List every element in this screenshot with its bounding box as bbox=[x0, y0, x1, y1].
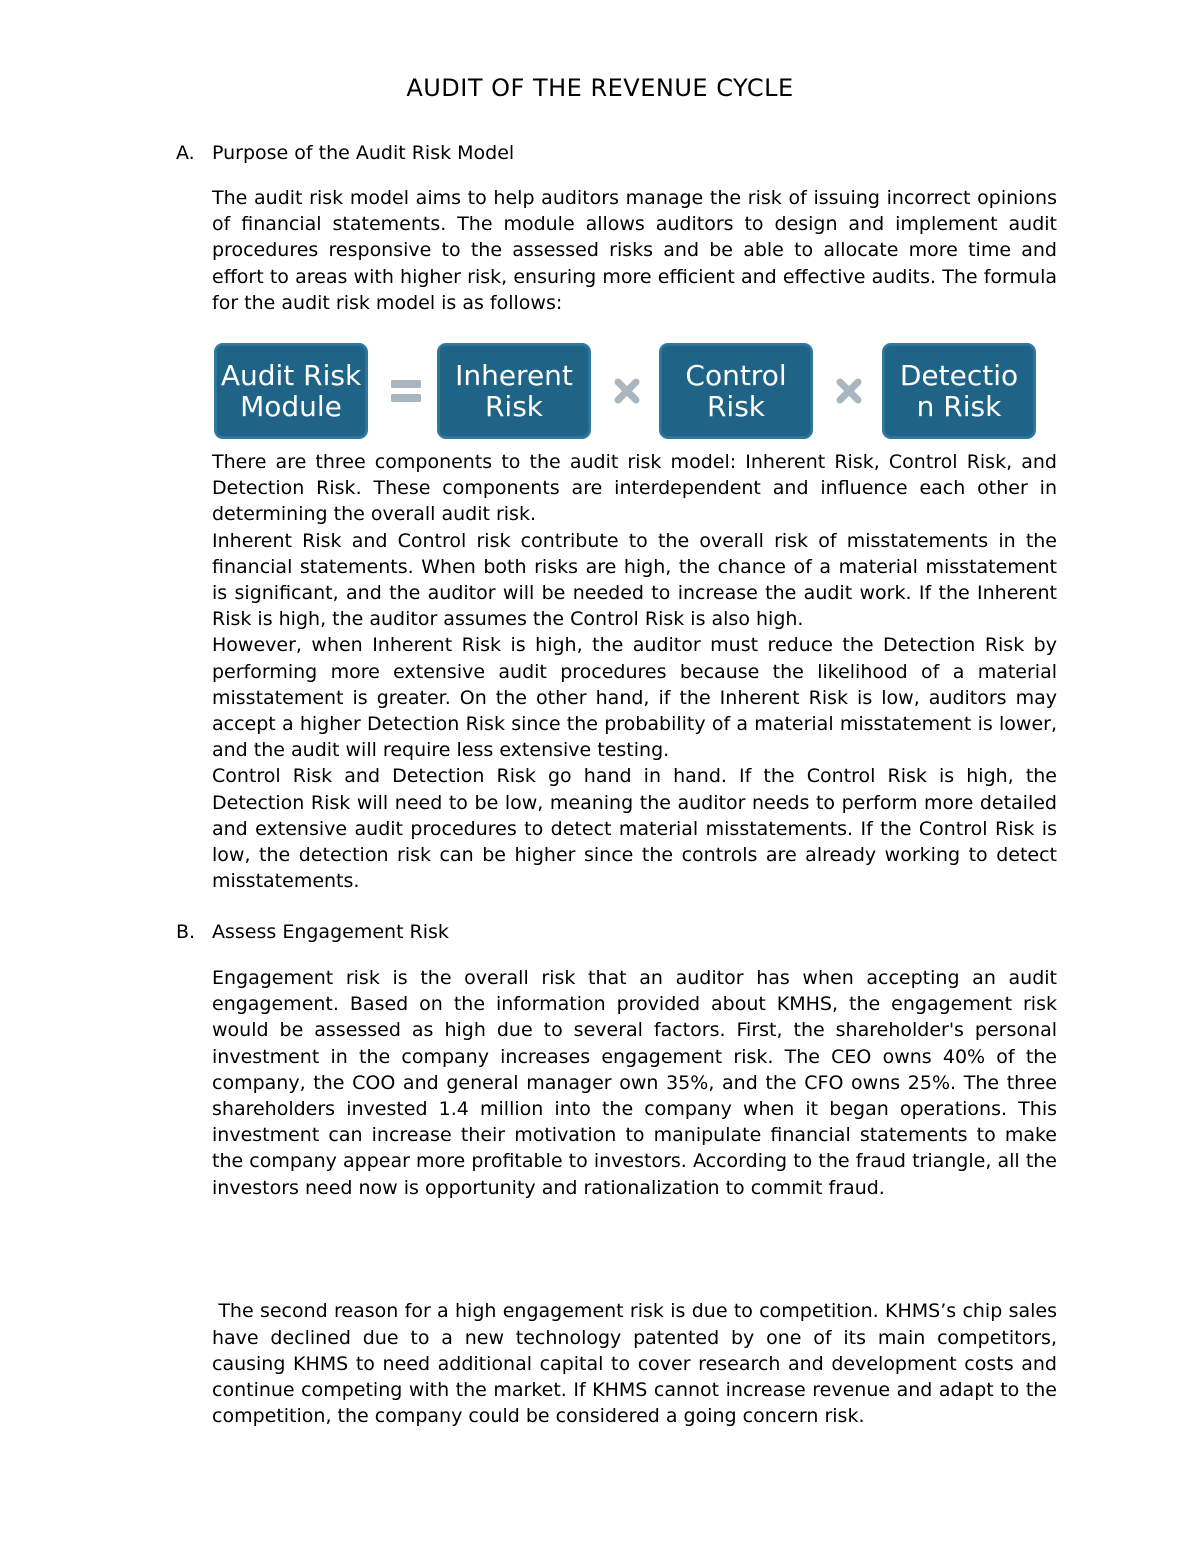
paragraph: Inherent Risk and Control risk contribute to the overall risk of misstatements in the financial statements. When both risks are high, the chance of a material misstatement is significant, and the auditor will be needed to increase the audit work. If the Inherent Risk is high, the auditor assumes the Control Risk is also high. bbox=[212, 529, 1057, 631]
paragraph: There are three components to the audit risk model: Inherent Risk, Control Risk, and Detection Risk. These components are interdependent and influence each other in determining the overall audit risk. bbox=[212, 451, 1057, 526]
formula-term2-label: Control Risk bbox=[685, 359, 787, 423]
formula-box-audit-risk bbox=[214, 343, 368, 439]
formula-result-label: Audit Risk Module bbox=[220, 359, 362, 423]
document-title: AUDIT OF THE REVENUE CYCLE bbox=[406, 74, 794, 102]
paragraph: However, when Inherent Risk is high, the auditor must reduce the Detection Risk by performing more extensive audit procedures because the likelihood of a material misstatement is greater. On the other hand, if the Inherent Risk is low, auditors may accept a higher Detection Risk since the probability of a material misstatement is lower, and the audit will require less extensive testing. bbox=[212, 634, 1057, 762]
equals-icon bbox=[381, 343, 431, 439]
formula-term3-label: Detectio n Risk bbox=[899, 359, 1019, 423]
formula-box-inherent-risk bbox=[437, 343, 591, 439]
multiply-icon bbox=[824, 343, 874, 439]
formula-box-detection-risk bbox=[882, 343, 1036, 439]
paragraph: Control Risk and Detection Risk go hand in hand. If the Control Risk is high, the Detection Risk will need to be low, meaning the auditor needs to perform more detailed and extensive audit procedures to detect material misstatements. If the Control Risk is low, the detection risk can be higher since the controls are already working to detect misstatements. bbox=[212, 765, 1057, 893]
section-b-body-2 bbox=[212, 1246, 1064, 1482]
section-b-title: Assess Engagement Risk bbox=[212, 921, 449, 943]
formula-term1-label: Inherent Risk bbox=[455, 359, 573, 423]
intro-paragraph: The audit risk model aims to help auditors manage the risk of issuing incorrect opinions of financial statements. The module allows auditors to design and implement audit procedures responsive to the assessed risks and be able to allocate more time and effort to areas with higher risk, ensuring more efficient and effective audits. The formula for the audit risk model is as follows: bbox=[212, 187, 1057, 314]
formula-box-control-risk bbox=[659, 343, 813, 439]
section-b-body-1 bbox=[212, 965, 1057, 1201]
section-a-intro bbox=[212, 185, 1057, 316]
section-b-letter: B. bbox=[176, 921, 196, 943]
paragraph: The second reason for a high engagement risk is due to competition. KHMS’s chip sales have declined due to a new technology patented by one of its main competitors, causing KHMS to need additional capital to cover research and development costs and continue competing with the market. If KHMS cannot increase revenue and adapt to the competition, the company could be considered a going concern risk. bbox=[212, 1300, 1064, 1428]
section-a-body bbox=[212, 449, 1057, 894]
section-b-heading bbox=[176, 919, 449, 945]
audit-risk-formula bbox=[214, 343, 1040, 443]
multiply-icon bbox=[602, 343, 652, 439]
section-a-title: Purpose of the Audit Risk Model bbox=[212, 142, 515, 164]
paragraph: Engagement risk is the overall risk that an auditor has when accepting an audit engagement. Based on the information provided about KMHS, the engagement risk would be assessed as high due to several factors. First, the shareholder's personal investment in the company increases engagement risk. The CEO owns 40% of the company, the COO and general manager own 35%, and the CFO owns 25%. The three shareholders invested 1.4 million into the company when it began operations. This investment can increase their motivation to manipulate financial statements to make the company appear more profitable to investors. According to the fraud triangle, all the investors need now is opportunity and rationalization to commit fraud. bbox=[212, 967, 1057, 1199]
section-a-heading bbox=[176, 140, 514, 166]
section-a-letter: A. bbox=[176, 142, 195, 164]
